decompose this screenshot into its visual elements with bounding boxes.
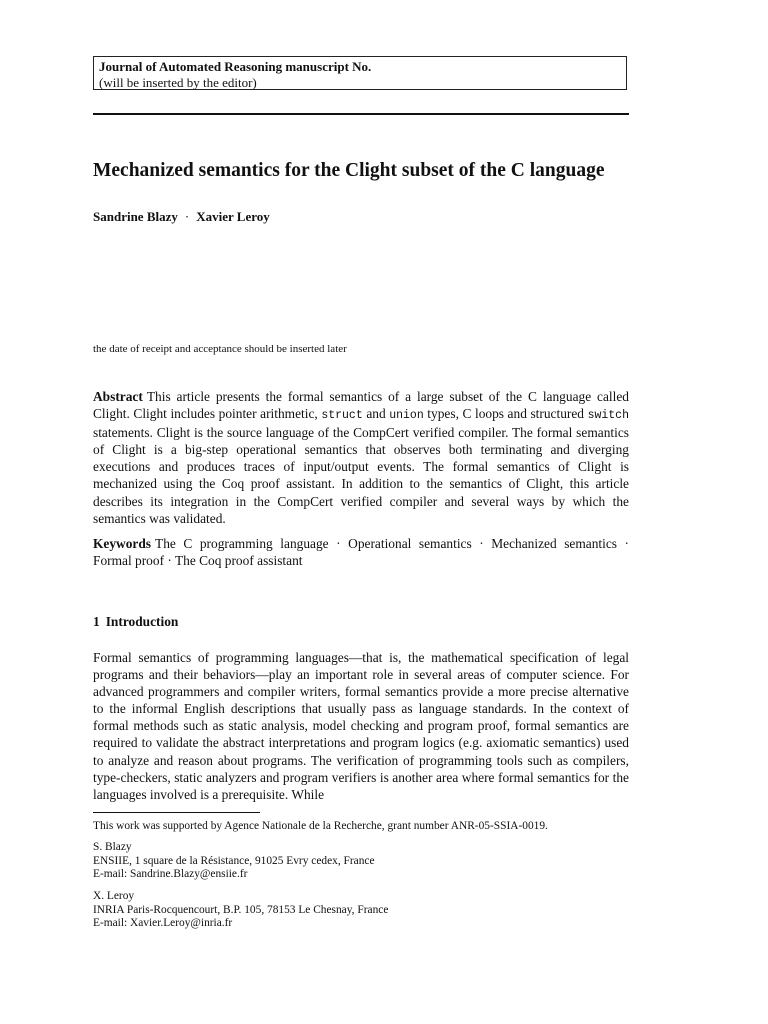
receipt-dateline: the date of receipt and acceptance should be inserted later [93,343,347,355]
section-number: 1 [93,614,100,629]
body-paragraph: Formal semantics of programming languages—that is, the mathematical specification of legal programs and their behaviors—play an important role in several areas of computer science. For advanced programmers and compiler writers, formal semantics provide a more precise alternative to the informal English descriptions that usually pass as language standards. In the context of formal methods such as static analysis, model checking and program proof, formal semantics are required to validate the abstract interpretations and program logics (e.g. axiomatic semantics) used to analyze and reason about programs. The verification of programming tools such as compilers, type-checkers, static analyzers and program verifiers is another area where formal semantics for the languages involved is a prerequisite. While [93,650,629,802]
section-heading [93,614,178,630]
affiliation-name: X. Leroy [93,890,135,902]
abstract-text: This article presents the formal semantics of a large subset of the C language called Clight. Clight includes pointer arithmetic, [93,389,629,422]
journal-editor-note: (will be inserted by the editor) [99,75,257,90]
affiliation-email: E-mail: Xavier.Leroy@inria.fr [93,917,233,929]
author-list [93,208,270,226]
paper-title: Mechanized semantics for the Clight subset of the C language [93,160,605,181]
affiliation-name: S. Blazy [93,841,132,853]
code-keyword: switch [587,409,629,423]
keywords-label: Keywords [93,536,152,551]
affiliation-block [93,841,375,882]
author-name: Sandrine Blazy [93,209,178,224]
keywords [93,535,629,569]
footnote-rule [93,812,260,813]
affiliation-email: E-mail: Sandrine.Blazy@ensiie.fr [93,868,248,880]
author-name: Xavier Leroy [196,209,270,224]
section-title: Introduction [105,614,179,629]
abstract-text: statements. Clight is the source language of the CompCert verified compiler. The formal semantics of Clight is a big-step operational semantics that observes both terminating and diverging executions and produces traces of input/output events. The formal semantics of Clight is mechanized using the Coq proof assistant. In addition to the semantics of Clight, this article describes its integration in the CompCert verified compiler and several ways by which the semantics was validated. [93,425,629,526]
funding-footnote: This work was supported by Agence Nationale de la Recherche, grant number ANR-05-SSIA-0019. [93,820,548,832]
abstract [93,388,629,527]
affiliation-address: ENSIIE, 1 square de la Résistance, 91025 Evry cedex, France [93,854,375,867]
abstract-text: types, C loops and structured [423,406,588,422]
code-keyword: union [389,409,424,423]
code-keyword: struct [321,409,363,423]
journal-title: Journal of Automated Reasoning manuscript No. [99,59,372,74]
keywords-text: The C programming language · Operational semantics · Mechanized semantics · Formal proof · The Coq proof assistant [93,536,629,569]
abstract-text: and [362,406,390,422]
affiliation-block [93,890,388,931]
affiliation-address: INRIA Paris-Rocquencourt, B.P. 105, 78153 Le Chesnay, France [93,903,389,916]
journal-header-box [93,56,627,90]
author-separator: · [184,209,190,224]
abstract-label: Abstract [93,389,143,404]
header-rule [93,113,629,115]
